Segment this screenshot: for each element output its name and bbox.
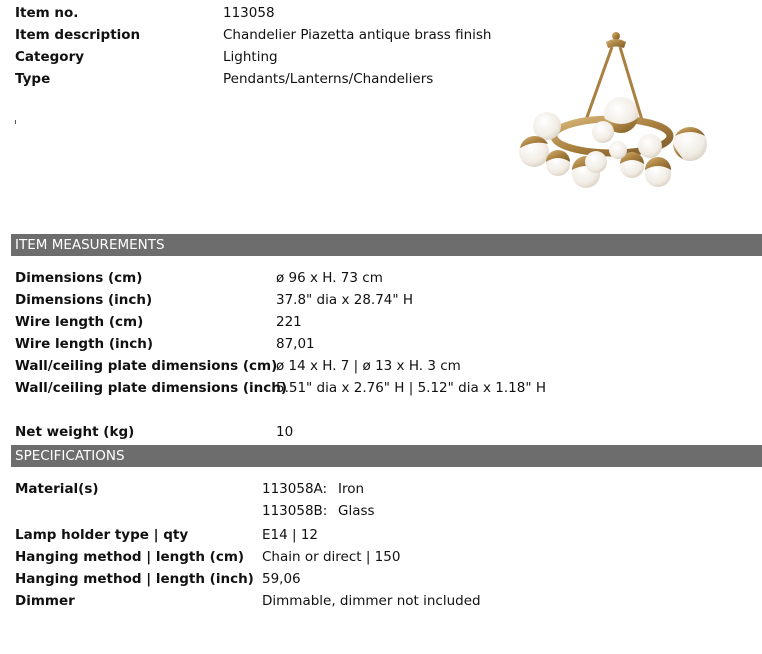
item-description-value: Chandelier Piazetta antique brass finish — [223, 27, 492, 43]
item-no-value: 113058 — [223, 5, 275, 21]
plate-dimensions-inch-label: Wall/ceiling plate dimensions (inch) — [15, 380, 288, 396]
stray-mark — [15, 120, 16, 124]
material-value-b: Glass — [338, 503, 375, 519]
material-code-b: 113058B: — [262, 503, 328, 519]
plate-dimensions-inch-value: 5.51" dia x 2.76" H | 5.12" dia x 1.18" H — [276, 380, 546, 396]
dimensions-inch-label: Dimensions (inch) — [15, 292, 153, 308]
lamp-holder-value: E14 | 12 — [262, 527, 319, 543]
hanging-method-inch-value: 59,06 — [262, 571, 301, 587]
dimmer-label: Dimmer — [15, 593, 75, 609]
material-code-a: 113058A: — [262, 481, 328, 497]
material-value-a: Iron — [338, 481, 365, 497]
hanging-method-cm-value: Chain or direct | 150 — [262, 549, 401, 565]
measurements-section-title: ITEM MEASUREMENTS — [15, 237, 165, 253]
chandelier-image — [500, 28, 715, 196]
plate-dimensions-cm-value: ø 14 x H. 7 | ø 13 x H. 3 cm — [276, 358, 461, 374]
type-label: Type — [15, 71, 51, 87]
materials-label: Material(s) — [15, 481, 99, 497]
hanging-method-inch-label: Hanging method | length (inch) — [15, 571, 254, 587]
dimensions-cm-value: ø 96 x H. 73 cm — [276, 270, 383, 286]
wire-length-cm-value: 221 — [276, 314, 302, 330]
item-no-label: Item no. — [15, 5, 79, 21]
dimensions-cm-label: Dimensions (cm) — [15, 270, 143, 286]
hanging-method-cm-label: Hanging method | length (cm) — [15, 549, 245, 565]
type-value: Pendants/Lanterns/Chandeliers — [223, 71, 434, 87]
wire-length-cm-label: Wire length (cm) — [15, 314, 144, 330]
measurements-section-header — [11, 234, 762, 256]
net-weight-value: 10 — [276, 424, 294, 440]
wire-length-inch-label: Wire length (inch) — [15, 336, 154, 352]
category-label: Category — [15, 49, 85, 65]
category-value: Lighting — [223, 49, 278, 65]
lamp-holder-label: Lamp holder type | qty — [15, 527, 189, 543]
specifications-section-header — [11, 445, 762, 467]
item-description-label: Item description — [15, 27, 141, 43]
dimensions-inch-value: 37.8" dia x 28.74" H — [276, 292, 414, 308]
net-weight-label: Net weight (kg) — [15, 424, 135, 440]
dimmer-value: Dimmable, dimmer not included — [262, 593, 481, 609]
wire-length-inch-value: 87,01 — [276, 336, 315, 352]
specifications-section-title: SPECIFICATIONS — [15, 448, 125, 464]
plate-dimensions-cm-label: Wall/ceiling plate dimensions (cm) — [15, 358, 278, 374]
